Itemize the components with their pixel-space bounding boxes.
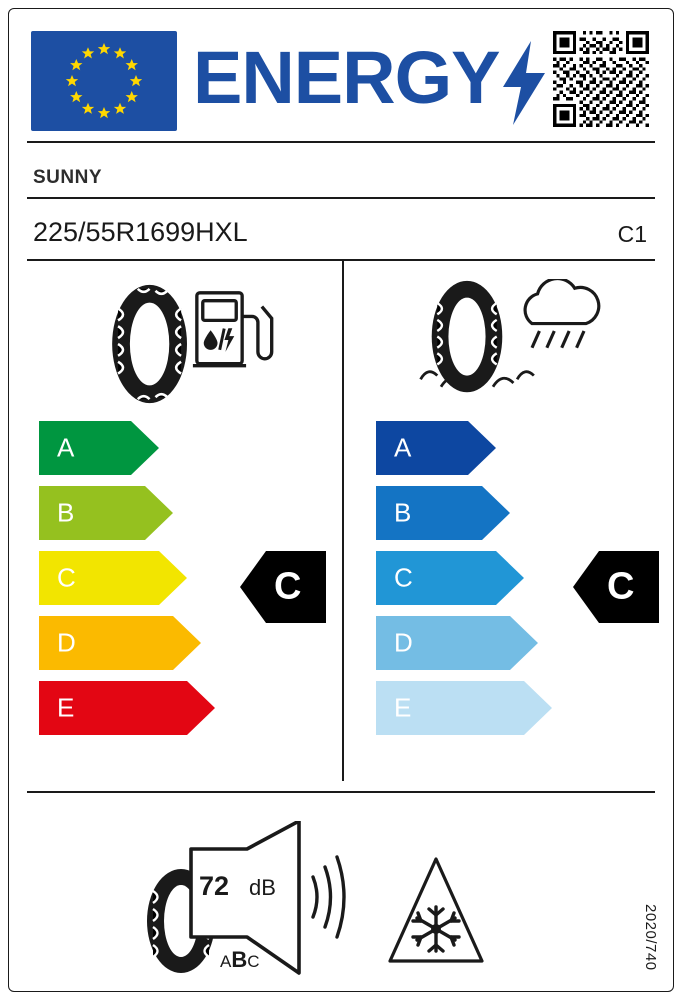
fuel-grade-e-letter: E [57, 692, 75, 723]
fuel-grade-b [39, 486, 239, 540]
fuel-pictogram [97, 279, 277, 409]
divider-top [27, 141, 655, 143]
wet-grip-pictogram [406, 279, 606, 409]
sound-waves-icon [313, 857, 344, 937]
label-date: 2020/740 [642, 904, 659, 971]
page-title: ENERGY [193, 36, 500, 119]
divider-size [27, 259, 655, 261]
fuel-grade-d [39, 616, 239, 670]
fuel-rating-marker [240, 551, 326, 623]
fuel-rating-letter: C [274, 565, 302, 608]
label-header [9, 9, 673, 137]
wet-grade-c [376, 551, 586, 605]
fuel-grade-e [39, 681, 239, 735]
noise-class-a: A [220, 952, 232, 971]
energy-label-card [8, 8, 674, 992]
snowflake-glyph [413, 907, 459, 951]
fuel-drop-icon [204, 328, 235, 352]
noise-db-value: 72 [199, 871, 230, 901]
snowflake-mountain-icon [387, 855, 485, 967]
fuel-grade-b-letter: B [57, 497, 75, 528]
noise-class-c: C [247, 952, 260, 971]
wet-rating-marker [573, 551, 659, 623]
divider-vertical [342, 261, 344, 781]
rain-cloud-icon [525, 279, 599, 348]
fuel-grade-c [39, 551, 239, 605]
qr-code-icon [553, 31, 649, 127]
wet-grade-d [376, 616, 586, 670]
noise-db-unit: dB [249, 875, 276, 900]
wet-grade-b [376, 486, 586, 540]
tyre-size: 225/55R1699HXL [33, 217, 248, 247]
fuel-grade-scale [39, 421, 239, 746]
wet-grade-scale [376, 421, 586, 746]
wet-grade-c-letter: C [394, 562, 413, 593]
fuel-grade-c-letter: C [57, 562, 76, 593]
tyre-class: C1 [617, 221, 647, 247]
fuel-grade-d-letter: D [57, 627, 76, 658]
wet-grade-d-letter: D [394, 627, 413, 658]
divider-brand [27, 197, 655, 199]
lightning-bolt-icon [501, 41, 547, 125]
divider-bottom [27, 791, 655, 793]
noise-class-scale [220, 947, 260, 973]
wet-grade-a-letter: A [394, 432, 412, 463]
brand-name: SUNNY [33, 167, 103, 188]
wet-grade-b-letter: B [394, 497, 412, 528]
wet-grade-e-letter: E [394, 692, 412, 723]
wet-grade-a [376, 421, 586, 475]
tyre-icon [112, 285, 187, 403]
eu-stars [31, 31, 177, 131]
wet-rating-letter: C [607, 565, 635, 608]
tyre-wet-icon [432, 281, 503, 392]
wet-grade-e [376, 681, 586, 735]
fuel-grade-a [39, 421, 239, 475]
noise-class-b-selected: B [231, 947, 248, 972]
fuel-pump-icon [193, 293, 272, 366]
eu-flag-icon [31, 31, 177, 131]
fuel-grade-a-letter: A [57, 432, 75, 463]
